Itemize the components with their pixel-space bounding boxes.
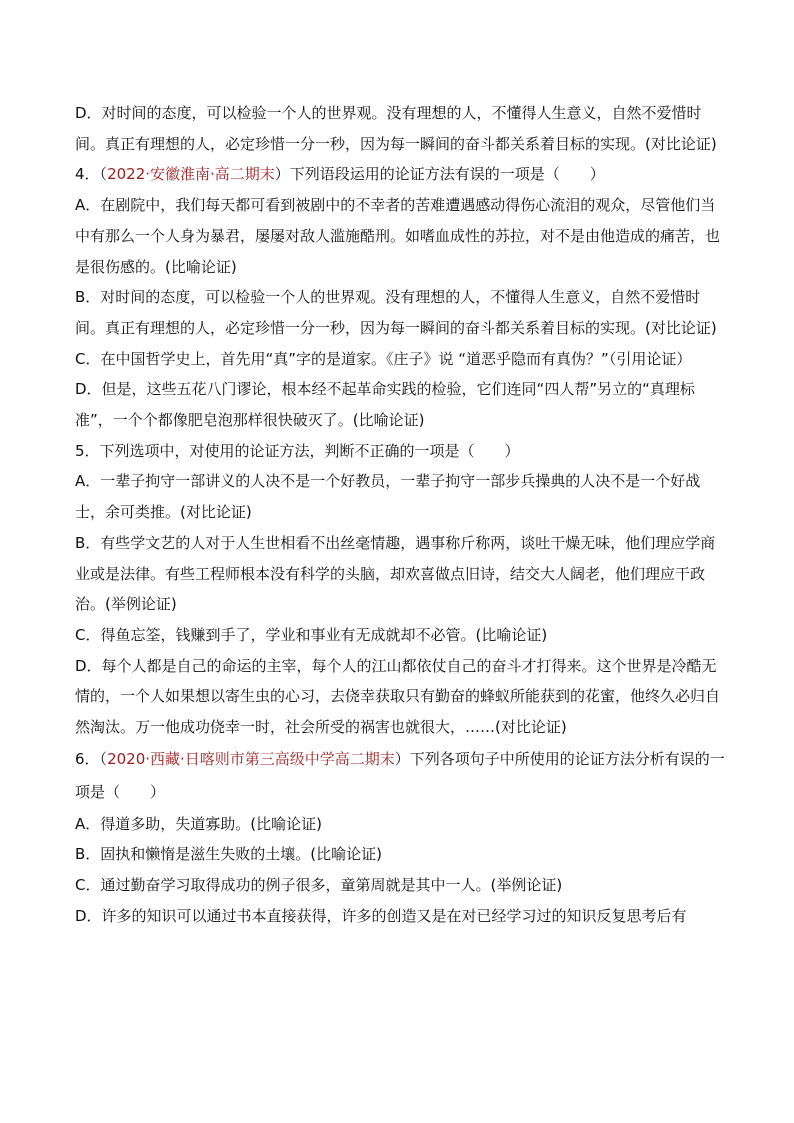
source-paren-open: （ — [99, 165, 108, 184]
q5-option-a: A．一辈子拘守一部讲义的人决不是一个好教员，一辈子拘守一部步兵操典的人决不是一个好战士，余可类推。(对比论证) — [75, 472, 701, 522]
source-tag[interactable]: 2020·西藏·日喀则市第三高级中学高二期末 — [107, 749, 395, 768]
question-5-stem: 5．下列选项中，对使用的论证方法，判断不正确的一项是（ ） — [75, 441, 520, 460]
q6-option-b: B．固执和懒惰是滋生失败的土壤。(比喻论证) — [75, 845, 382, 864]
q6-option-c: C．通过勤奋学习取得成功的例子很多，童第周就是其中一人。(举例论证) — [75, 876, 563, 895]
source-tag[interactable]: 2022·安徽淮南·高二期末 — [107, 165, 275, 184]
source-paren-close: ） — [274, 165, 290, 184]
q5-option-b: B．有些学文艺的人对于人生世相看不出丝毫情趣，遇事称斤称两，谈吐干燥无味，他们理应学商业或是法律。有些工程师根本没有科学的头脑，却欢喜做点旧诗，结交大人阔老，他们理应干政治。(举例论证) — [75, 533, 716, 614]
q4-option-c: C．在中国哲学史上，首先用“真”字的是道家。《庄子》说 “道恶乎隐而有真伪？”（引用论证） — [75, 349, 692, 368]
q3-option-d: D．对时间的态度，可以检验一个人的世界观。没有理想的人，不懂得人生意义，自然不爱惜时间。真正有理想的人，必定珍惜一分一秒，因为每一瞬间的奋斗都关系着目标的实现。(对比论证) — [75, 104, 717, 153]
q4-option-d: D．但是，这些五花八门谬论，根本经不起革命实践的检验，它们连同“四人帮”另立的“真理标准”，一个个都像肥皂泡那样很快破灭了。(比喻论证) — [75, 380, 695, 430]
q6-option-a: A．得道多助，失道寡助。(比喻论证) — [75, 814, 322, 833]
question-text: 下列各项句子中所使用的论证方法分析有误的一项是（ ） — [75, 749, 725, 801]
question-6-stem — [75, 743, 727, 809]
source-paren-close: ） — [394, 749, 410, 768]
document-page — [75, 98, 727, 932]
question-4-stem — [75, 159, 727, 190]
q5-option-d: D．每个人都是自己的命运的主宰，每个人的江山都依仗自己的奋斗才打得来。这个世界是冷酷无情的，一个人如果想以寄生虫的心习，去侥幸获取只有勤奋的蜂蚁所能获到的花蜜，他终久必归自然淘汰。万一他成功侥幸一时，社会所受的祸害也就很大，……(对比论证) — [75, 656, 721, 737]
q6-option-d: D．许多的知识可以通过书本直接获得，许多的创造又是在对已经学习过的知识反复思考后有 — [75, 906, 687, 925]
q4-option-b: B．对时间的态度，可以检验一个人的世界观。没有理想的人，不懂得人生意义，自然不爱惜时间。真正有理想的人，必定珍惜一分一秒，因为每一瞬间的奋斗都关系着目标的实现。(对比论证) — [75, 288, 717, 337]
question-number: 4． — [75, 165, 100, 184]
q5-option-c: C．得鱼忘筌，钱赚到手了，学业和事业有无成就却不必管。(比喻论证) — [75, 625, 548, 644]
source-paren-open: （ — [99, 749, 108, 768]
q4-option-a: A．在剧院中，我们每天都可看到被剧中的不幸者的苦难遭遇感动得伤心流泪的观众，尽管他们当中有那么一个人身为暴君，屡屡对敌人滥施酷刑。如嗜血成性的苏拉，对不是由他造成的痛苦，也是很伤感的。(比喻论证) — [75, 196, 721, 276]
question-text: 下列语段运用的论证方法有误的一项是（ ） — [289, 165, 605, 184]
question-number: 6． — [75, 749, 100, 768]
